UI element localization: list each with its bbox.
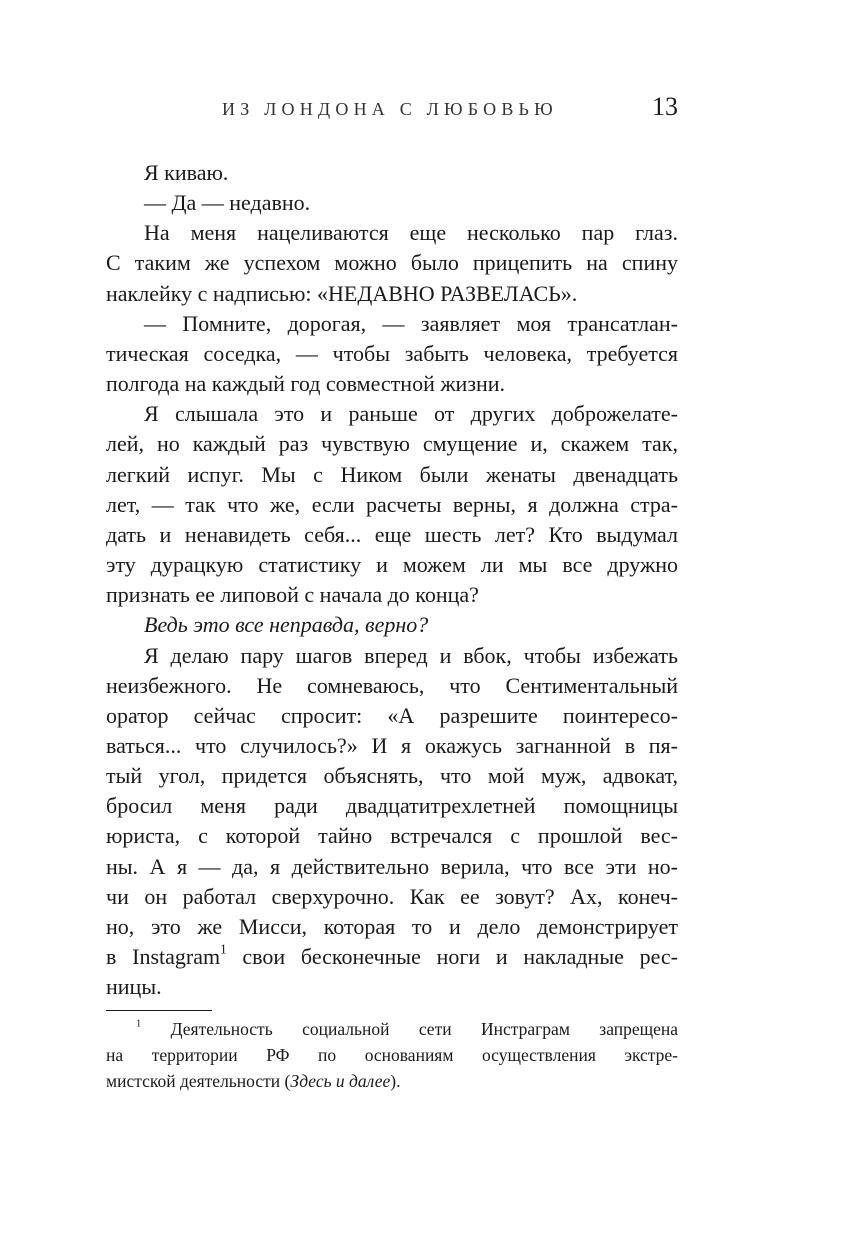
text-fragment: свои бесконечные ноги и накладные рес-	[226, 944, 678, 970]
text-line-italic: Ведь это все неправда, верно?	[144, 612, 429, 638]
text-line: лет, — так что же, если расчеты верны, я должна стра-	[106, 491, 678, 517]
text-line: Я делаю пару шагов вперед и вбок, чтобы избежать	[144, 642, 678, 668]
page-number: 13	[652, 92, 678, 121]
text-fragment: в Instagram	[106, 944, 221, 970]
text-line: оратор сейчас спросит: «А разрешите поинтересо-	[106, 702, 678, 728]
footnote-ref: 1	[220, 941, 227, 957]
text-line: но, это же Мисси, которая то и дело демонстрирует	[106, 913, 678, 939]
body-text	[106, 158, 678, 1002]
text-line: юриста, с которой тайно встречался с прошлой вес-	[106, 823, 678, 849]
text-line-with-footnote	[106, 942, 678, 972]
text-line: наклейку с надписью: «НЕДАВНО РАЗВЕЛАСЬ».	[106, 280, 578, 306]
footnote-line	[106, 1016, 678, 1042]
footnote-text: Деятельность социальной сети Инстраграм запрещена	[141, 1019, 678, 1039]
text-line: С таким же успехом можно было прицепить на спину	[106, 250, 678, 276]
text-line: тый угол, придется объяснять, что мой муж, адвокат,	[106, 763, 678, 789]
text-line: тическая соседка, — чтобы забыть человека, требуется	[106, 340, 678, 366]
text-line: Я киваю.	[144, 160, 229, 185]
text-line: признать ее липовой с начала до конца?	[106, 582, 479, 608]
text-line: лей, но каждый раз чувствую смущение и, скажем так,	[106, 431, 678, 457]
text-line: — Помните, дорогая, — заявляет моя трансатлан-	[144, 310, 678, 336]
text-line: ны. А я — да, я действительно верила, что все эти но-	[106, 853, 678, 879]
page-header	[106, 94, 678, 124]
text-line: бросил меня ради двадцатитрехлетней помощницы	[106, 793, 678, 819]
footnote-text: ).	[390, 1071, 401, 1091]
text-line: полгода на каждый год совместной жизни.	[106, 371, 506, 397]
footnote-divider	[106, 1010, 212, 1011]
text-line: легкий испуг. Мы с Ником были женаты двенадцать	[106, 461, 678, 487]
footnote-line: на территории РФ по основаниям осуществления экстре-	[106, 1045, 678, 1065]
footnote-text: мистской деятельности (	[106, 1071, 291, 1091]
text-line: ваться... что случилось?» И я окажусь загнанной в пя-	[106, 732, 678, 758]
text-line: эту дурацкую статистику и можем ли мы все дружно	[106, 552, 678, 578]
text-line: чи он работал сверхурочно. Как ее зовут? Ах, конеч-	[106, 883, 678, 909]
text-line: ницы.	[106, 974, 162, 1000]
text-line: — Да — недавно.	[144, 190, 311, 216]
footnote	[106, 1016, 678, 1094]
running-title: ИЗ ЛОНДОНА С ЛЮБОВЬЮ	[222, 99, 558, 119]
footnote-marker: 1	[136, 1018, 142, 1030]
footnote-italic-text: Здесь и далее	[290, 1071, 391, 1091]
text-line: неизбежного. Не сомневаюсь, что Сентиментальный	[106, 672, 678, 698]
footnote-line	[106, 1068, 678, 1094]
text-line: дать и ненавидеть себя... еще шесть лет? Кто выдумал	[106, 521, 678, 547]
text-line: Я слышала это и раньше от других доброжелате-	[144, 401, 678, 427]
text-line: На меня нацеливаются еще несколько пар глаз.	[144, 220, 678, 246]
